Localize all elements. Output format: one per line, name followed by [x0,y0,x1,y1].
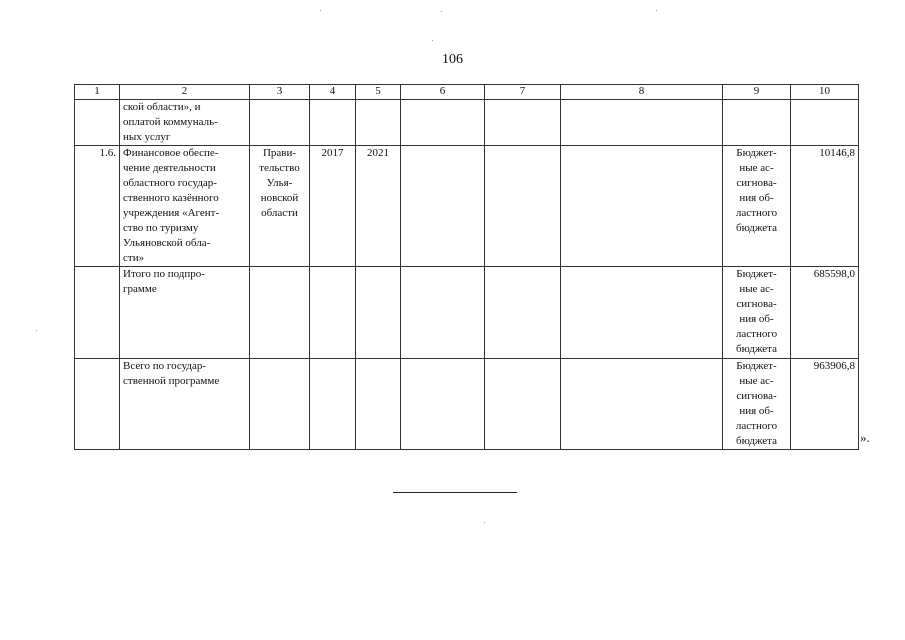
cell-line: тельство [259,162,300,174]
cell-line: области [261,207,298,219]
cell-line: сти» [123,252,145,264]
cell-line: ластного [735,207,778,219]
cell-line: ния об- [739,192,774,204]
table-row [75,359,859,450]
row-end-year-cell [356,359,401,450]
column-header-10: 10 [791,85,859,100]
table-row [75,146,859,267]
row-amount-cell: 10146,8 [791,146,859,267]
cell-line: сигнова- [736,298,777,310]
row-amount-cell: 963906,8 [791,359,859,450]
scan-speck [36,330,37,331]
column-header-3: 3 [250,85,310,100]
row-funding-source-cell [723,359,791,450]
row-start-year-cell: 2017 [310,146,356,267]
scan-speck [656,10,657,11]
row-number-cell: 1.6. [75,146,120,267]
cell-line: бюджета [735,435,777,447]
row-empty-cell-6 [401,146,485,267]
column-header-1: 1 [75,85,120,100]
row-empty-cell-7 [485,146,561,267]
row-empty-cell-7 [485,100,561,146]
column-header-9: 9 [723,85,791,100]
scan-speck [320,10,321,11]
row-number-cell [75,100,120,146]
cell-line: ния об- [739,405,774,417]
cell-line: ния об- [739,313,774,325]
column-header-5: 5 [356,85,401,100]
column-header-2: 2 [120,85,250,100]
cell-line: областного государ- [123,177,217,189]
cell-line: ластного [735,420,778,432]
cell-line: ство по туризму [123,222,199,234]
cell-line: ственной программе [123,375,220,387]
row-empty-cell-8 [561,359,723,450]
row-end-year-cell [356,267,401,359]
table-row [75,267,859,359]
cell-line: ные ас- [739,162,774,174]
cell-line: ской области», и [123,101,201,113]
cell-line: новской [260,192,299,204]
table-header-row [75,85,859,100]
column-header-6: 6 [401,85,485,100]
row-empty-cell-7 [485,359,561,450]
cell-line: Итого по подпро- [123,268,205,280]
row-empty-cell-6 [401,267,485,359]
scan-speck [441,11,442,12]
page-number: 106 [442,52,463,67]
row-empty-cell-6 [401,359,485,450]
row-empty-cell-8 [561,146,723,267]
cell-line: оплатой коммуналь- [123,116,218,128]
row-name-cell [120,146,250,267]
cell-line: ных услуг [123,131,171,143]
closing-quote: ». [860,430,870,445]
row-funding-source-cell [723,267,791,359]
budget-table [74,84,859,450]
cell-line: грамме [123,283,157,295]
table-body [75,100,859,450]
row-end-year-cell [356,100,401,146]
row-empty-cell-7 [485,267,561,359]
column-header-4: 4 [310,85,356,100]
scan-speck [484,522,485,523]
row-start-year-cell [310,359,356,450]
cell-line: Бюджет- [736,360,777,372]
cell-line: ственного казённого [123,192,219,204]
cell-line: Прави- [262,147,297,159]
row-executor-cell [250,359,310,450]
cell-line: сигнова- [736,177,777,189]
cell-line: ластного [735,328,778,340]
cell-line: Ульяновской обла- [123,237,211,249]
row-empty-cell-8 [561,267,723,359]
row-end-year-cell: 2021 [356,146,401,267]
cell-line: Бюджет- [736,147,777,159]
cell-line: Финансовое обеспе- [123,147,219,159]
cell-line: бюджета [735,222,777,234]
row-funding-source-cell [723,100,791,146]
row-empty-cell-6 [401,100,485,146]
row-executor-cell [250,267,310,359]
column-header-7: 7 [485,85,561,100]
cell-line: Бюджет- [736,268,777,280]
row-number-cell [75,267,120,359]
row-name-cell [120,267,250,359]
row-start-year-cell [310,100,356,146]
column-header-8: 8 [561,85,723,100]
scan-speck [432,40,433,41]
footer-rule [393,492,517,493]
row-number-cell [75,359,120,450]
table-row [75,100,859,146]
row-start-year-cell [310,267,356,359]
row-amount-cell [791,100,859,146]
row-executor-cell [250,100,310,146]
cell-line: сигнова- [736,390,777,402]
cell-line: чение деятельности [123,162,216,174]
row-funding-source-cell [723,146,791,267]
row-executor-cell [250,146,310,267]
row-amount-cell: 685598,0 [791,267,859,359]
cell-line: Всего по государ- [123,360,207,372]
row-name-cell [120,100,250,146]
cell-line: ные ас- [739,375,774,387]
cell-line: Улья- [266,177,293,189]
cell-line: бюджета [735,343,777,355]
row-name-cell [120,359,250,450]
cell-line: учреждения «Агент- [123,207,220,219]
cell-line: ные ас- [739,283,774,295]
row-empty-cell-8 [561,100,723,146]
